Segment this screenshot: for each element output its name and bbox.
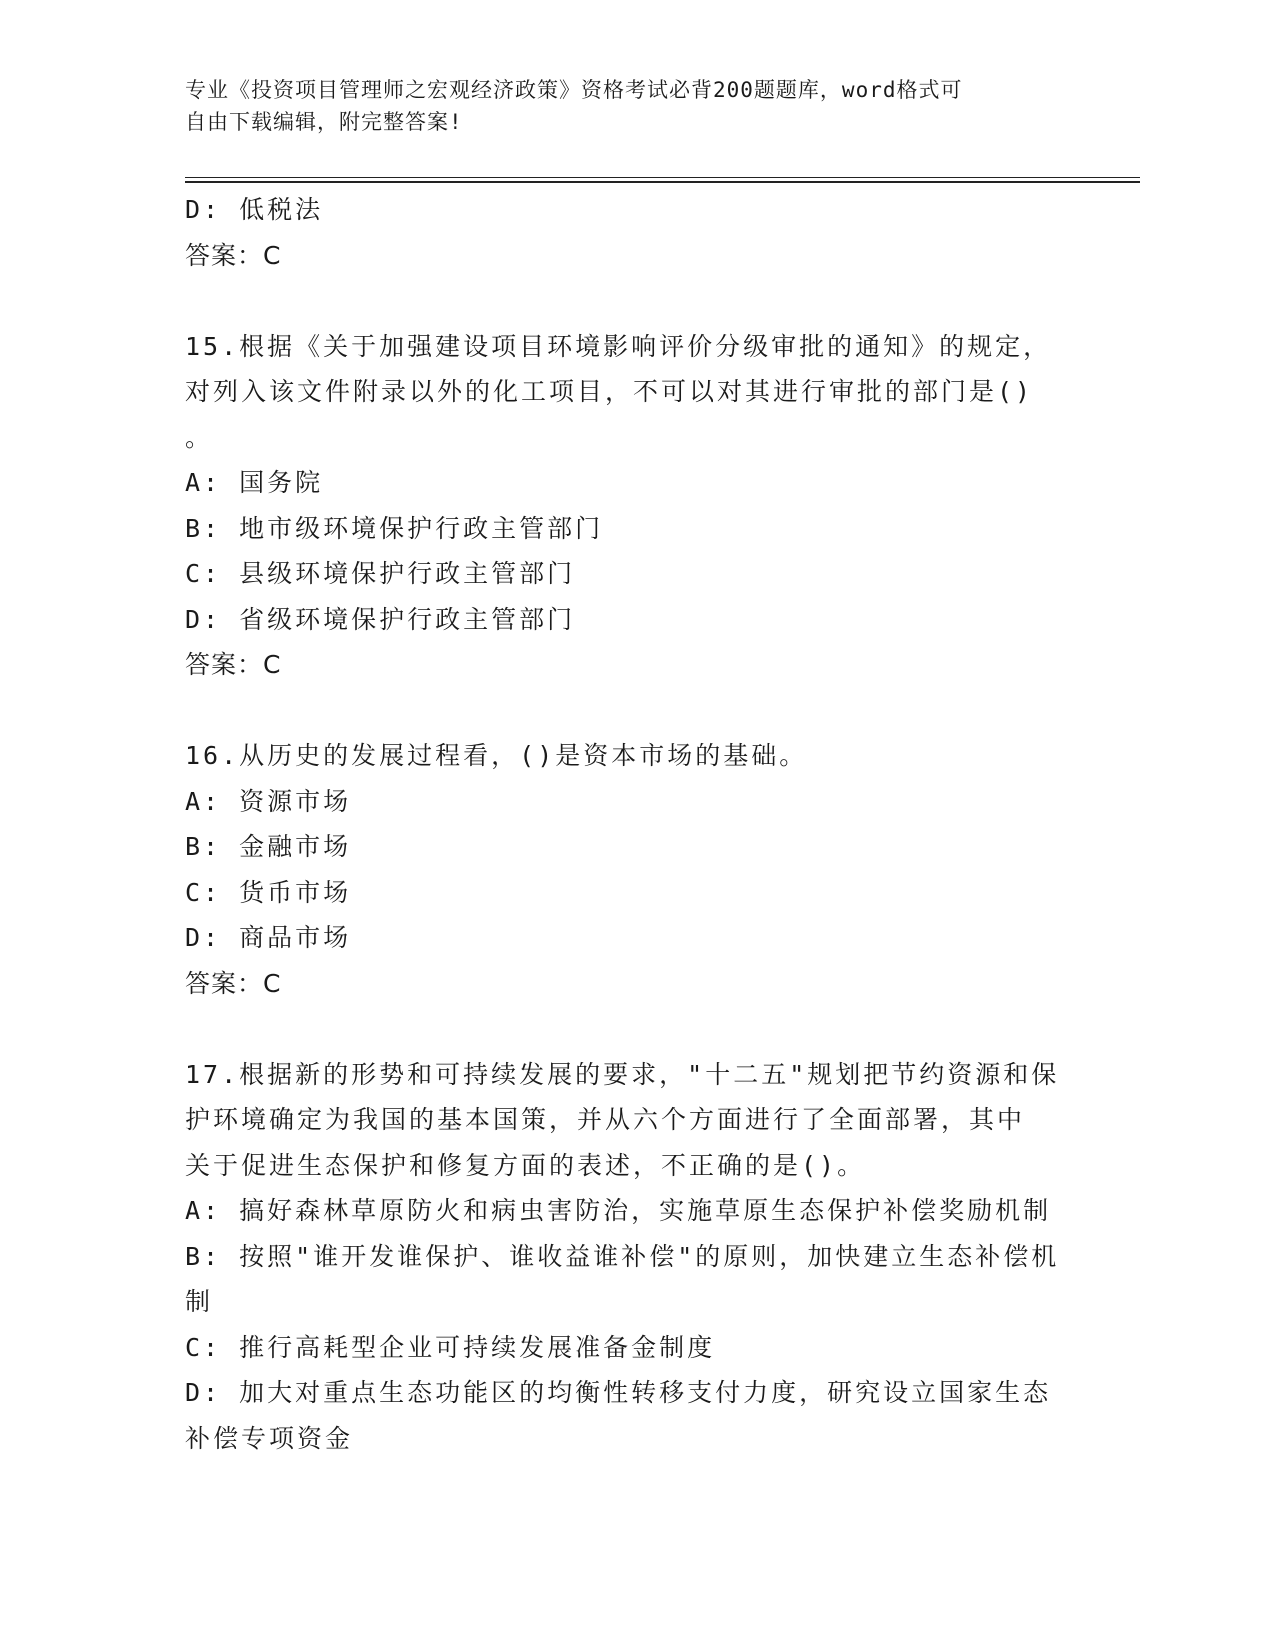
q15-option-a: A: 国务院 [185,468,324,497]
q16-option-a: A: 资源市场 [185,786,352,816]
q17-option-d-line-2: 补偿专项资金 [185,1423,354,1453]
q15-option-d: D: 省级环境保护行政主管部门 [185,604,576,634]
q17-option-c: C: 推行高耗型企业可持续发展准备金制度 [185,1332,716,1362]
header-line-1: 专业《投资项目管理师之宏观经济政策》资格考试必背200题题库，word格式可 [185,78,963,102]
q17-option-a: A: 搞好森林草原防火和病虫害防治，实施草原生态保护补偿奖励机制 [185,1196,1052,1225]
spacer [185,688,1065,734]
q16-option-c: C: 货币市场 [185,877,352,907]
q16-stem: 16.从历史的发展过程看，()是资本市场的基础。 [185,741,808,770]
q17-option-b-line-2: 制 [185,1287,214,1316]
header-divider-thick [185,181,1140,183]
document-body [185,187,1065,1461]
document-header [185,74,1065,138]
q15-stem-line-2: 对列入该文件附录以外的化工项目，不可以对其进行审批的部门是() [185,377,1034,406]
q16-option-b: B: 金融市场 [185,832,352,861]
spacer [185,1006,1065,1052]
q16-option-d: D: 商品市场 [185,923,352,952]
spacer [185,278,1065,324]
header-line-2: 自由下载编辑，附完整答案! [185,110,463,134]
q17-option-d-line-1: D: 加大对重点生态功能区的均衡性转移支付力度，研究设立国家生态 [185,1378,1052,1407]
q15-stem-line-3: 。 [185,422,214,452]
header-divider-thin [185,177,1140,178]
q15-option-b: B: 地市级环境保护行政主管部门 [185,513,604,543]
q17-stem-line-3: 关于促进生态保护和修复方面的表述，不正确的是()。 [185,1150,866,1180]
q15-stem-line-1: 15.根据《关于加强建设项目环境影响评价分级审批的通知》的规定， [185,331,1052,361]
q17-stem-line-2: 护环境确定为我国的基本国策，并从六个方面进行了全面部署，其中 [185,1105,1026,1134]
q16-answer: 答案：C [185,968,282,998]
q17-stem-line-1: 17.根据新的形势和可持续发展的要求，"十二五"规划把节约资源和保 [185,1059,1060,1089]
q14-answer: 答案：C [185,240,282,270]
q15-option-c: C: 县级环境保护行政主管部门 [185,559,576,588]
q15-answer: 答案：C [185,650,282,679]
q14-option-d: D: 低税法 [185,195,324,224]
q17-option-b-line-1: B: 按照"谁开发谁保护、谁收益谁补偿"的原则，加快建立生态补偿机 [185,1241,1060,1271]
